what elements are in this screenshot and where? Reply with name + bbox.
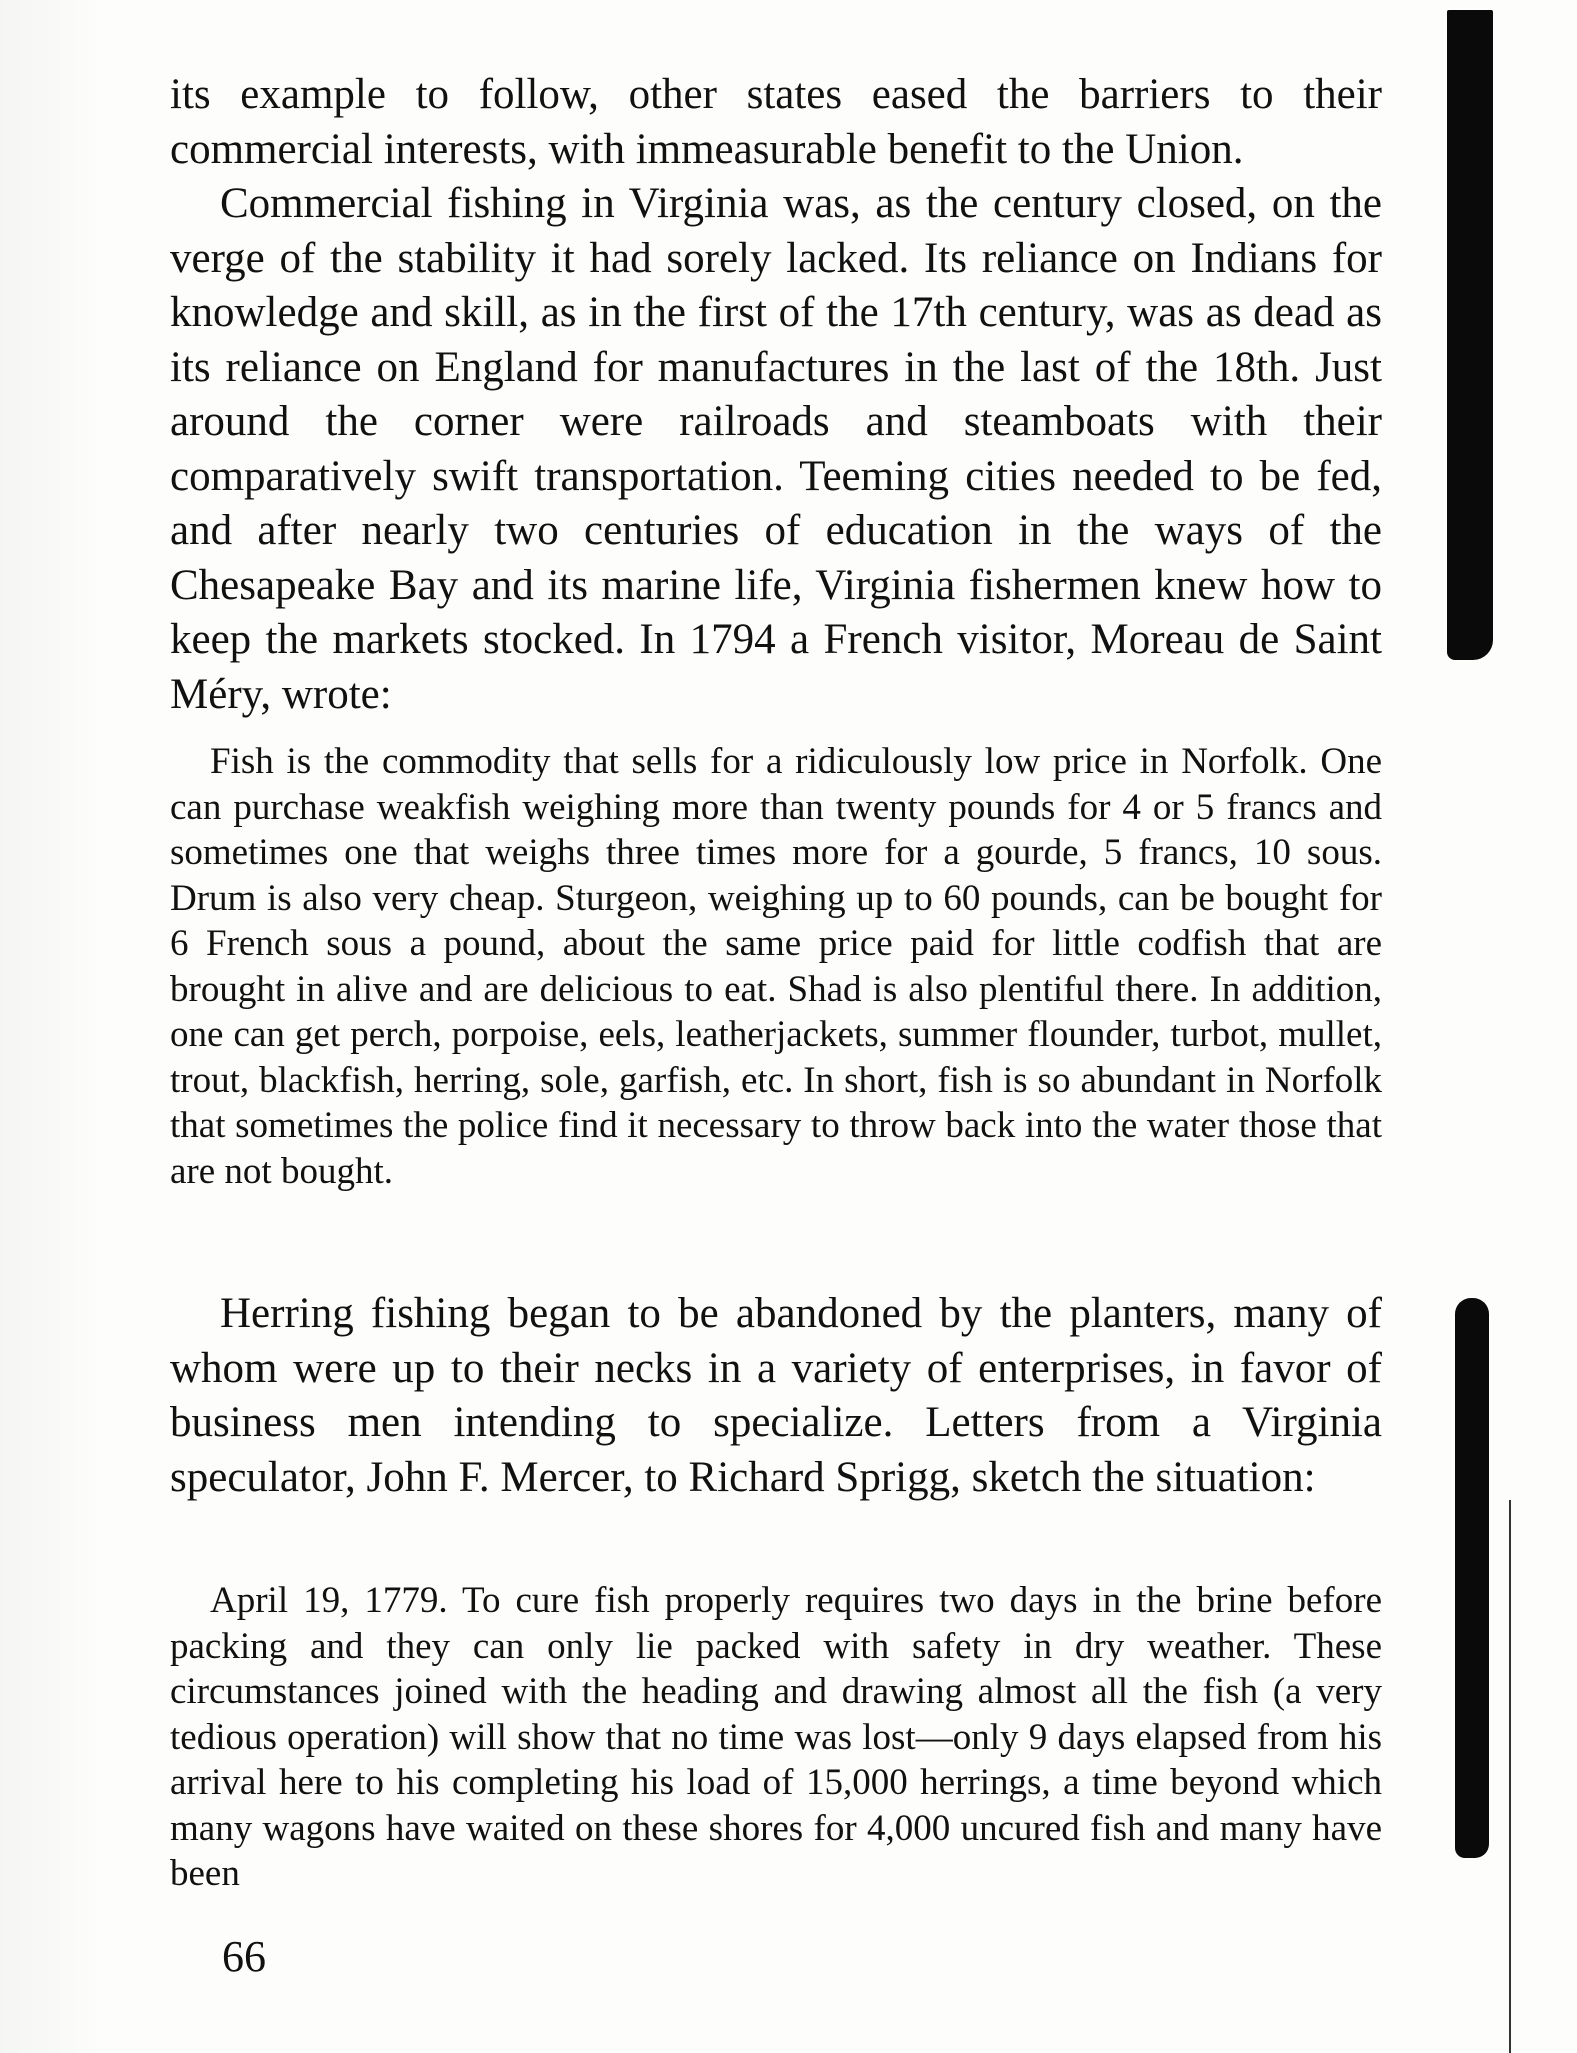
scan-edge-bar-bottom: [1455, 1298, 1489, 1858]
page-number: 66: [222, 1932, 266, 1981]
scan-gutter-shadow: [0, 0, 110, 2053]
block-quote-saint-mery: Fish is the commodity that sells for a ridiculously low price in Norfolk. One can purchase weakfish weighing more than twenty pounds for 4 or 5 francs and sometimes one that weighs three times more for a gourde, 5 francs, 10 sous. Drum is also very cheap. Sturgeon, weighing up to 60 pounds, can be bought for 6 French sous a pound, about the same price paid for little codfish that are brought in alive and are delicious to eat. Shad is also plentiful there. In addition, one can get perch, porpoise, eels, leatherjackets, summer flounder, turbot, mullet, trout, blackfish, herring, sole, garfish, etc. In short, fish is so abundant in Norfolk that sometimes the police find it necessary to throw back into the water those that are not bought.: [170, 741, 1382, 1192]
scan-edge-bar-top: [1447, 10, 1493, 660]
block-quote-mercer-letter: April 19, 1779. To cure fish properly requires two days in the brine before packing and they can only lie packed with safety in dry weather. These circumstances joined with the heading and drawing almost all the fish (a very tedious operation) will show that no time was lost—only 9 days elapsed from his arrival here to his completing his load of 15,000 herrings, a time beyond which many wagons have waited on these shores for 4,000 uncured fish and many have been: [170, 1580, 1382, 1894]
scan-edge-line: [1509, 1500, 1511, 2053]
paragraph-commercial-fishing: Commercial fishing in Virginia was, as the century closed, on the verge of the stability it had sorely lacked. Its reliance on Indians for knowledge and skill, as in the first of the 17th century, was as dead as its reliance on England for manufactures in the last of the 18th. Just around the corner were railroads and steamboats with their comparatively swift transportation. Teeming cities needed to be fed, and after nearly two centuries of education in the ways of the Chesapeake Bay and its marine life, Virginia fishermen knew how to keep the markets stocked. In 1794 a French visitor, Moreau de Saint Méry, wrote:: [170, 180, 1382, 718]
paragraph-herring-fishing: Herring fishing began to be abandoned by the planters, many of whom were up to their necks in a variety of enterprises, in favor of business men intending to specialize. Letters from a Virginia speculator, John F. Mercer, to Richard Sprigg, sketch the situation:: [170, 1290, 1382, 1501]
paragraph-continuation: its example to follow, other states eased the barriers to their commercial interests, with immeasurable benefit to the Union.: [170, 71, 1382, 173]
